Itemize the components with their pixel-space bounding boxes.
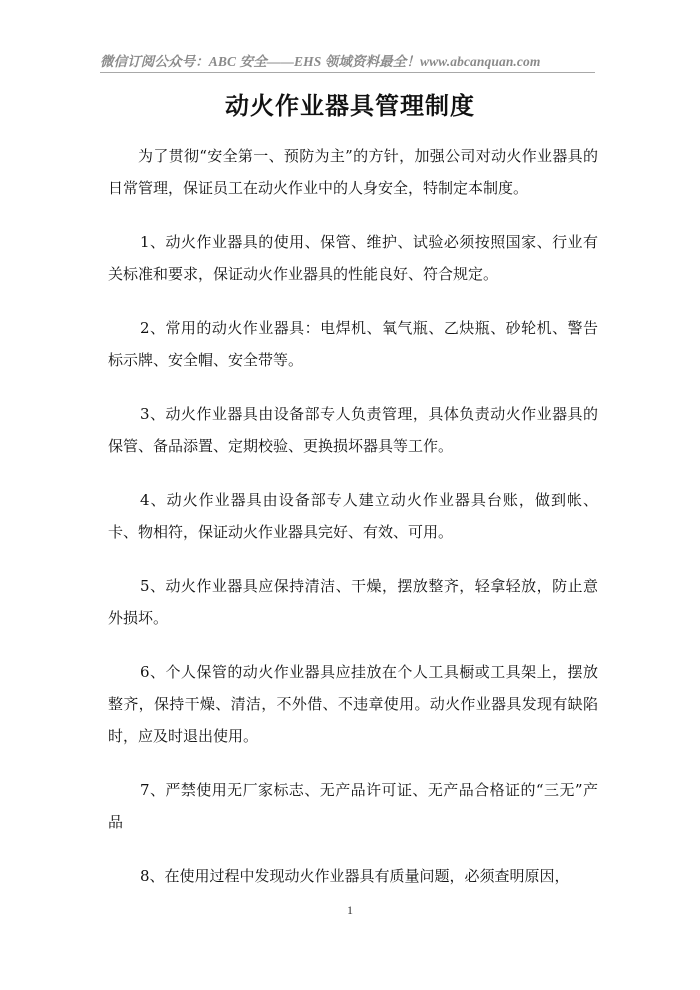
header-watermark-text: 微信订阅公众号：ABC 安全——EHS 领域资料最全！www.abcanquan.com (100, 54, 541, 69)
clause-3: 3、动火作业器具由设备部专人负责管理，具体负责动火作业器具的保管、备品添置、定期校验、更换损坏器具等工作。 (108, 405, 598, 455)
header-divider (100, 72, 595, 73)
clause-7: 7、严禁使用无厂家标志、无产品许可证、无产品合格证的“三无”产品 (108, 781, 598, 831)
clause-4: 4、动火作业器具由设备部专人建立动火作业器具台账，做到帐、卡、物相符，保证动火作业器具完好、有效、可用。 (108, 491, 598, 541)
clause-6: 6、个人保管的动火作业器具应挂放在个人工具橱或工具架上，摆放整齐，保持干燥、清洁，不外借、不违章使用。动火作业器具发现有缺陷时，应及时退出使用。 (108, 663, 598, 745)
clause-5: 5、动火作业器具应保持清洁、干燥，摆放整齐，轻拿轻放，防止意外损坏。 (108, 577, 598, 627)
page-number: 1 (347, 903, 353, 917)
clause-1: 1、动火作业器具的使用、保管、维护、试验必须按照国家、行业有关标准和要求，保证动火作业器具的性能良好、符合规定。 (108, 233, 598, 283)
document-body (108, 140, 598, 914)
intro-paragraph: 为了贯彻“安全第一、预防为主”的方针，加强公司对动火作业器具的日常管理，保证员工在动火作业中的人身安全，特制定本制度。 (108, 147, 598, 197)
clause-8: 8、在使用过程中发现动火作业器具有质量问题，必须查明原因， (140, 867, 570, 885)
clause-2: 2、常用的动火作业器具：电焊机、氧气瓶、乙炔瓶、砂轮机、警告标示牌、安全帽、安全带等。 (108, 319, 598, 369)
document-title: 动火作业器具管理制度 (225, 92, 475, 120)
